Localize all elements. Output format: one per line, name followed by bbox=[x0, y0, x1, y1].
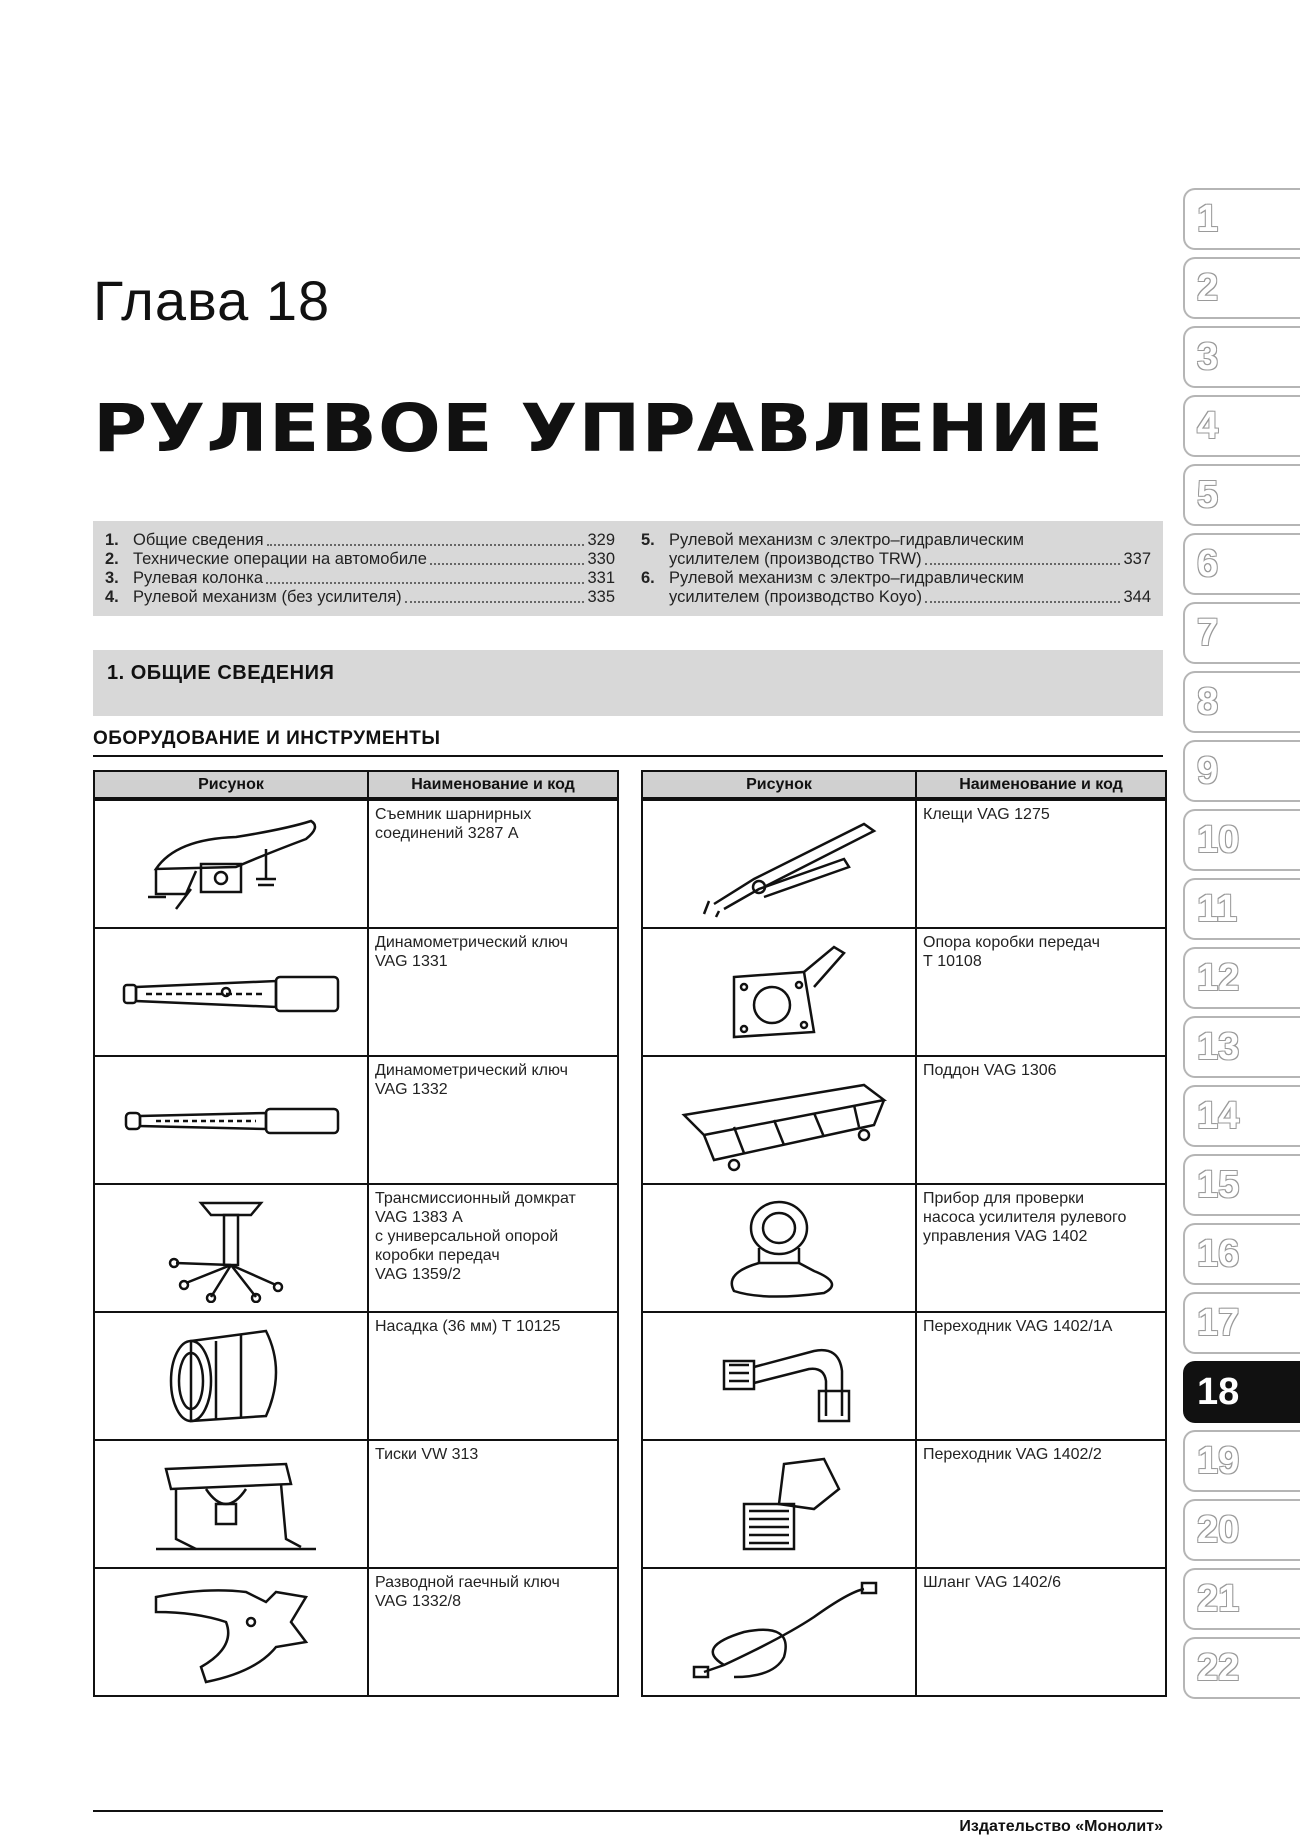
tab-chapter-12[interactable]: 12 bbox=[1183, 947, 1300, 1009]
toc-item[interactable]: 1. Общие сведения 329 bbox=[105, 531, 615, 549]
tab-chapter-1[interactable]: 1 bbox=[1183, 188, 1300, 250]
tool-name: Динамометрический ключ VAG 1332 bbox=[375, 1062, 568, 1098]
toc-item[interactable]: 6. Рулевой механизм с электро–гидравлическим bbox=[641, 569, 1024, 587]
tab-chapter-16[interactable]: 16 bbox=[1183, 1223, 1300, 1285]
tool-name: Переходник VAG 1402/2 bbox=[923, 1446, 1102, 1463]
tool-name: Съемник шарнирных соединений 3287 А bbox=[375, 806, 532, 842]
tab-chapter-2[interactable]: 2 bbox=[1183, 257, 1300, 319]
tool-name: Тиски VW 313 bbox=[375, 1446, 479, 1463]
column-header-picture: Рисунок bbox=[95, 772, 369, 797]
tab-chapter-14[interactable]: 14 bbox=[1183, 1085, 1300, 1147]
table-row bbox=[95, 1567, 617, 1695]
torque-wrench-icon bbox=[116, 1065, 346, 1175]
tab-chapter-10[interactable]: 10 bbox=[1183, 809, 1300, 871]
torque-wrench-icon bbox=[116, 937, 346, 1047]
pressure-gauge-icon bbox=[664, 1193, 894, 1303]
tab-chapter-9[interactable]: 9 bbox=[1183, 740, 1300, 802]
hose-icon bbox=[664, 1577, 894, 1687]
table-row bbox=[95, 1311, 617, 1439]
table-row bbox=[643, 1567, 1165, 1695]
tool-name: Шланг VAG 1402/6 bbox=[923, 1574, 1061, 1591]
tab-chapter-13[interactable]: 13 bbox=[1183, 1016, 1300, 1078]
table-row bbox=[643, 927, 1165, 1055]
tool-name: Разводной гаечный ключ VAG 1332/8 bbox=[375, 1574, 560, 1610]
table-row bbox=[95, 1055, 617, 1183]
drain-tray-icon bbox=[664, 1065, 894, 1175]
tab-chapter-15[interactable]: 15 bbox=[1183, 1154, 1300, 1216]
tool-name: Трансмиссионный домкрат VAG 1383 А с универсальной опорой коробки передач VAG 1359/2 bbox=[375, 1190, 576, 1283]
table-row bbox=[643, 799, 1165, 927]
table-row bbox=[643, 1311, 1165, 1439]
tab-chapter-17[interactable]: 17 bbox=[1183, 1292, 1300, 1354]
tool-name: Переходник VAG 1402/1А bbox=[923, 1318, 1113, 1335]
chapter-tabs bbox=[1183, 188, 1300, 1706]
table-row bbox=[643, 1183, 1165, 1311]
tab-chapter-20[interactable]: 20 bbox=[1183, 1499, 1300, 1561]
tab-chapter-18[interactable]: 18 bbox=[1183, 1361, 1300, 1423]
tool-name: Динамометрический ключ VAG 1331 bbox=[375, 934, 568, 970]
column-header-picture: Рисунок bbox=[643, 772, 917, 797]
tab-chapter-4[interactable]: 4 bbox=[1183, 395, 1300, 457]
tools-table-right bbox=[641, 770, 1167, 1697]
table-row bbox=[95, 927, 617, 1055]
table-header bbox=[95, 772, 617, 799]
table-header bbox=[643, 772, 1165, 799]
chapter-title: РУЛЕВОЕ УПРАВЛЕНИЕ bbox=[93, 390, 1105, 467]
tool-name: Прибор для проверки насоса усилителя рулевого управления VAG 1402 bbox=[923, 1190, 1127, 1245]
column-header-name: Наименование и код bbox=[959, 775, 1123, 793]
toc-item[interactable]: 3. Рулевая колонка 331 bbox=[105, 569, 615, 587]
tool-name: Поддон VAG 1306 bbox=[923, 1062, 1057, 1079]
tab-chapter-6[interactable]: 6 bbox=[1183, 533, 1300, 595]
table-row bbox=[643, 1439, 1165, 1567]
elbow-adapter-icon bbox=[664, 1321, 894, 1431]
tab-chapter-7[interactable]: 7 bbox=[1183, 602, 1300, 664]
tab-chapter-8[interactable]: 8 bbox=[1183, 671, 1300, 733]
footer-divider bbox=[93, 1810, 1163, 1812]
chapter-label: Глава 18 bbox=[93, 269, 331, 332]
tool-name: Опора коробки передач Т 10108 bbox=[923, 934, 1100, 970]
tool-name: Клещи VAG 1275 bbox=[923, 806, 1050, 823]
tools-table-left bbox=[93, 770, 619, 1697]
publisher-name: Издательство «Монолит» bbox=[959, 1818, 1163, 1835]
tab-chapter-3[interactable]: 3 bbox=[1183, 326, 1300, 388]
tool-name: Насадка (36 мм) Т 10125 bbox=[375, 1318, 561, 1335]
tab-chapter-21[interactable]: 21 bbox=[1183, 1568, 1300, 1630]
gearbox-support-icon bbox=[664, 937, 894, 1047]
subsection-divider bbox=[93, 755, 1163, 757]
table-row bbox=[643, 1055, 1165, 1183]
tab-chapter-22[interactable]: 22 bbox=[1183, 1637, 1300, 1699]
transmission-jack-icon bbox=[116, 1193, 346, 1303]
open-wrench-icon bbox=[116, 1577, 346, 1687]
table-row bbox=[95, 799, 617, 927]
tab-chapter-11[interactable]: 11 bbox=[1183, 878, 1300, 940]
section-header bbox=[93, 650, 1163, 716]
toc-item-continued[interactable]: усилителем (производство Koyo) 344 bbox=[669, 588, 1151, 606]
table-row bbox=[95, 1183, 617, 1311]
table-of-contents bbox=[93, 521, 1163, 616]
subsection-title: ОБОРУДОВАНИЕ И ИНСТРУМЕНТЫ bbox=[93, 728, 441, 749]
toc-item[interactable]: 5. Рулевой механизм с электро–гидравлическим bbox=[641, 531, 1024, 549]
table-row bbox=[95, 1439, 617, 1567]
tab-chapter-5[interactable]: 5 bbox=[1183, 464, 1300, 526]
vise-icon bbox=[116, 1449, 346, 1559]
toc-item[interactable]: 4. Рулевой механизм (без усилителя) 335 bbox=[105, 588, 615, 606]
tab-chapter-19[interactable]: 19 bbox=[1183, 1430, 1300, 1492]
toc-item-continued[interactable]: усилителем (производство TRW) 337 bbox=[669, 550, 1151, 568]
toc-right-column bbox=[641, 531, 1151, 607]
toc-left-column bbox=[105, 531, 615, 607]
socket-icon bbox=[116, 1321, 346, 1431]
column-header-name: Наименование и код bbox=[411, 775, 575, 793]
straight-adapter-icon bbox=[664, 1449, 894, 1559]
ball-joint-puller-icon bbox=[116, 809, 346, 919]
pliers-icon bbox=[664, 809, 894, 919]
toc-item[interactable]: 2. Технические операции на автомобиле 330 bbox=[105, 550, 615, 568]
section-title: 1. ОБЩИЕ СВЕДЕНИЯ bbox=[107, 662, 335, 684]
